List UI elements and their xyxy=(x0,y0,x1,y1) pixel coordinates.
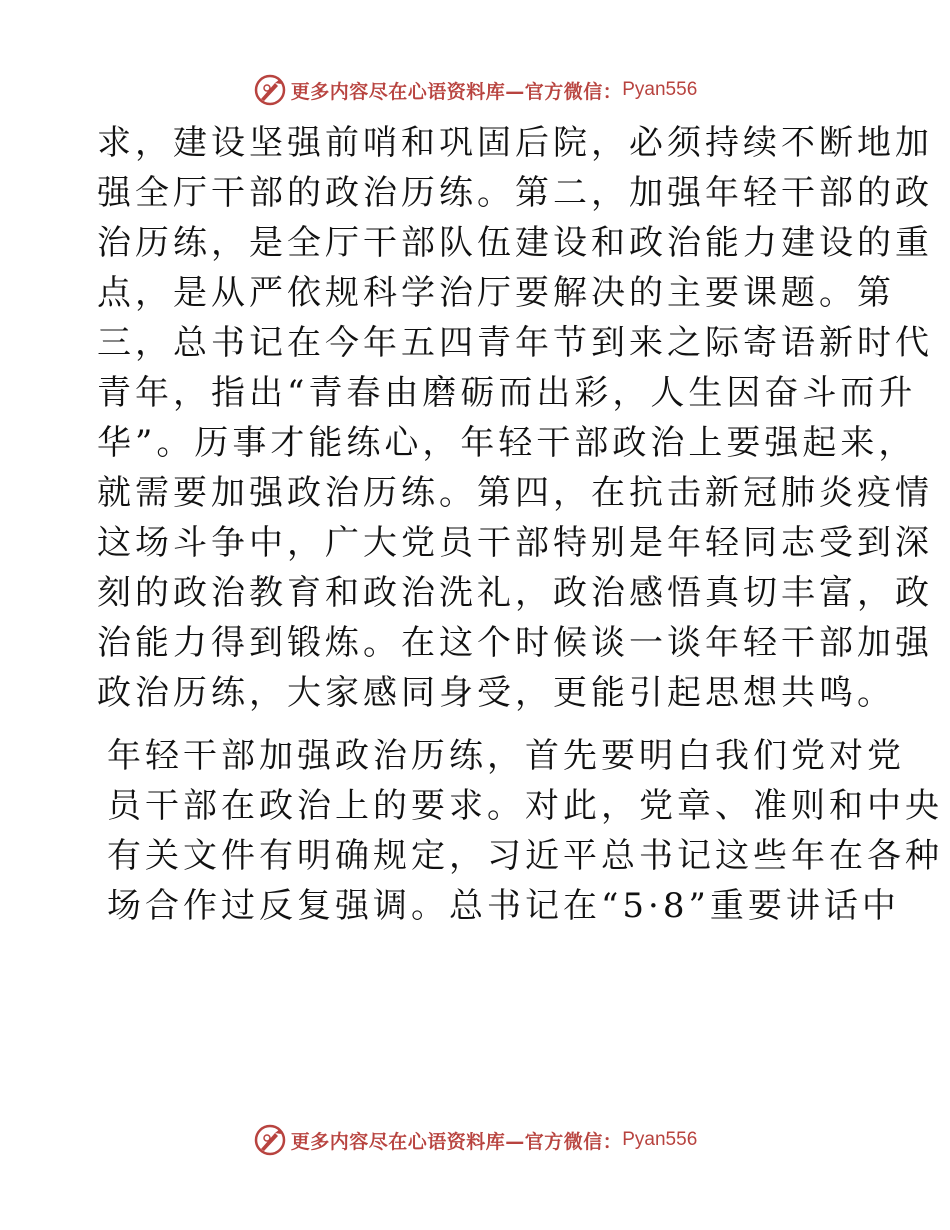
text-line: 强全厅干部的政治历练。第二，加强年轻干部的政 xyxy=(97,173,933,213)
paragraph xyxy=(97,731,943,931)
text-line: 华”。历事才能练心，年轻干部政治上要强起来， xyxy=(97,423,917,463)
text-line: 政治历练，大家感同身受，更能引起思想共鸣。 xyxy=(97,673,895,713)
text-line: 三，总书记在今年五四青年节到来之际寄语新时代 xyxy=(97,323,933,363)
text-line: 刻的政治教育和政治洗礼，政治感悟真切丰富，政 xyxy=(97,573,933,613)
text-line: 场合作过反复强调。总书记在“5·8”重要讲话中 xyxy=(107,886,900,926)
text-line: 年轻干部加强政治历练，首先要明白我们党对党 xyxy=(107,736,905,776)
text-line: 有关文件有明确规定，习近平总书记这些年在各种 xyxy=(107,836,943,876)
banner-text: 更多内容尽在心语资料库—官方微信： xyxy=(290,80,623,103)
banner-text: 更多内容尽在心语资料库—官方微信： xyxy=(290,1130,623,1153)
text-line: 治能力得到锻炼。在这个时候谈一谈年轻干部加强 xyxy=(97,623,933,663)
text-line: 点，是从严依规科学治厅要解决的主要课题。第 xyxy=(97,273,895,313)
text-line: 青年，指出“青春由磨砺而出彩，人生因奋斗而升 xyxy=(97,373,917,413)
text-line: 就需要加强政治历练。第四，在抗击新冠肺炎疫情 xyxy=(97,473,933,513)
text-line: 治历练，是全厅干部队伍建设和政治能力建设的重 xyxy=(97,223,933,263)
paragraph xyxy=(97,118,933,718)
header-banner xyxy=(0,70,950,110)
wechat-id: Pyan556 xyxy=(622,1129,698,1150)
text-line: 这场斗争中，广大党员干部特别是年轻同志受到深 xyxy=(97,523,933,563)
footer-banner xyxy=(0,1120,950,1160)
wechat-id: Pyan556 xyxy=(622,79,698,100)
pen-logo-icon xyxy=(253,73,287,107)
document-body xyxy=(97,118,943,931)
text-line: 求，建设坚强前哨和巩固后院，必须持续不断地加 xyxy=(97,123,933,163)
text-line: 员干部在政治上的要求。对此，党章、准则和中央 xyxy=(107,786,943,826)
pen-logo-icon xyxy=(253,1123,287,1157)
